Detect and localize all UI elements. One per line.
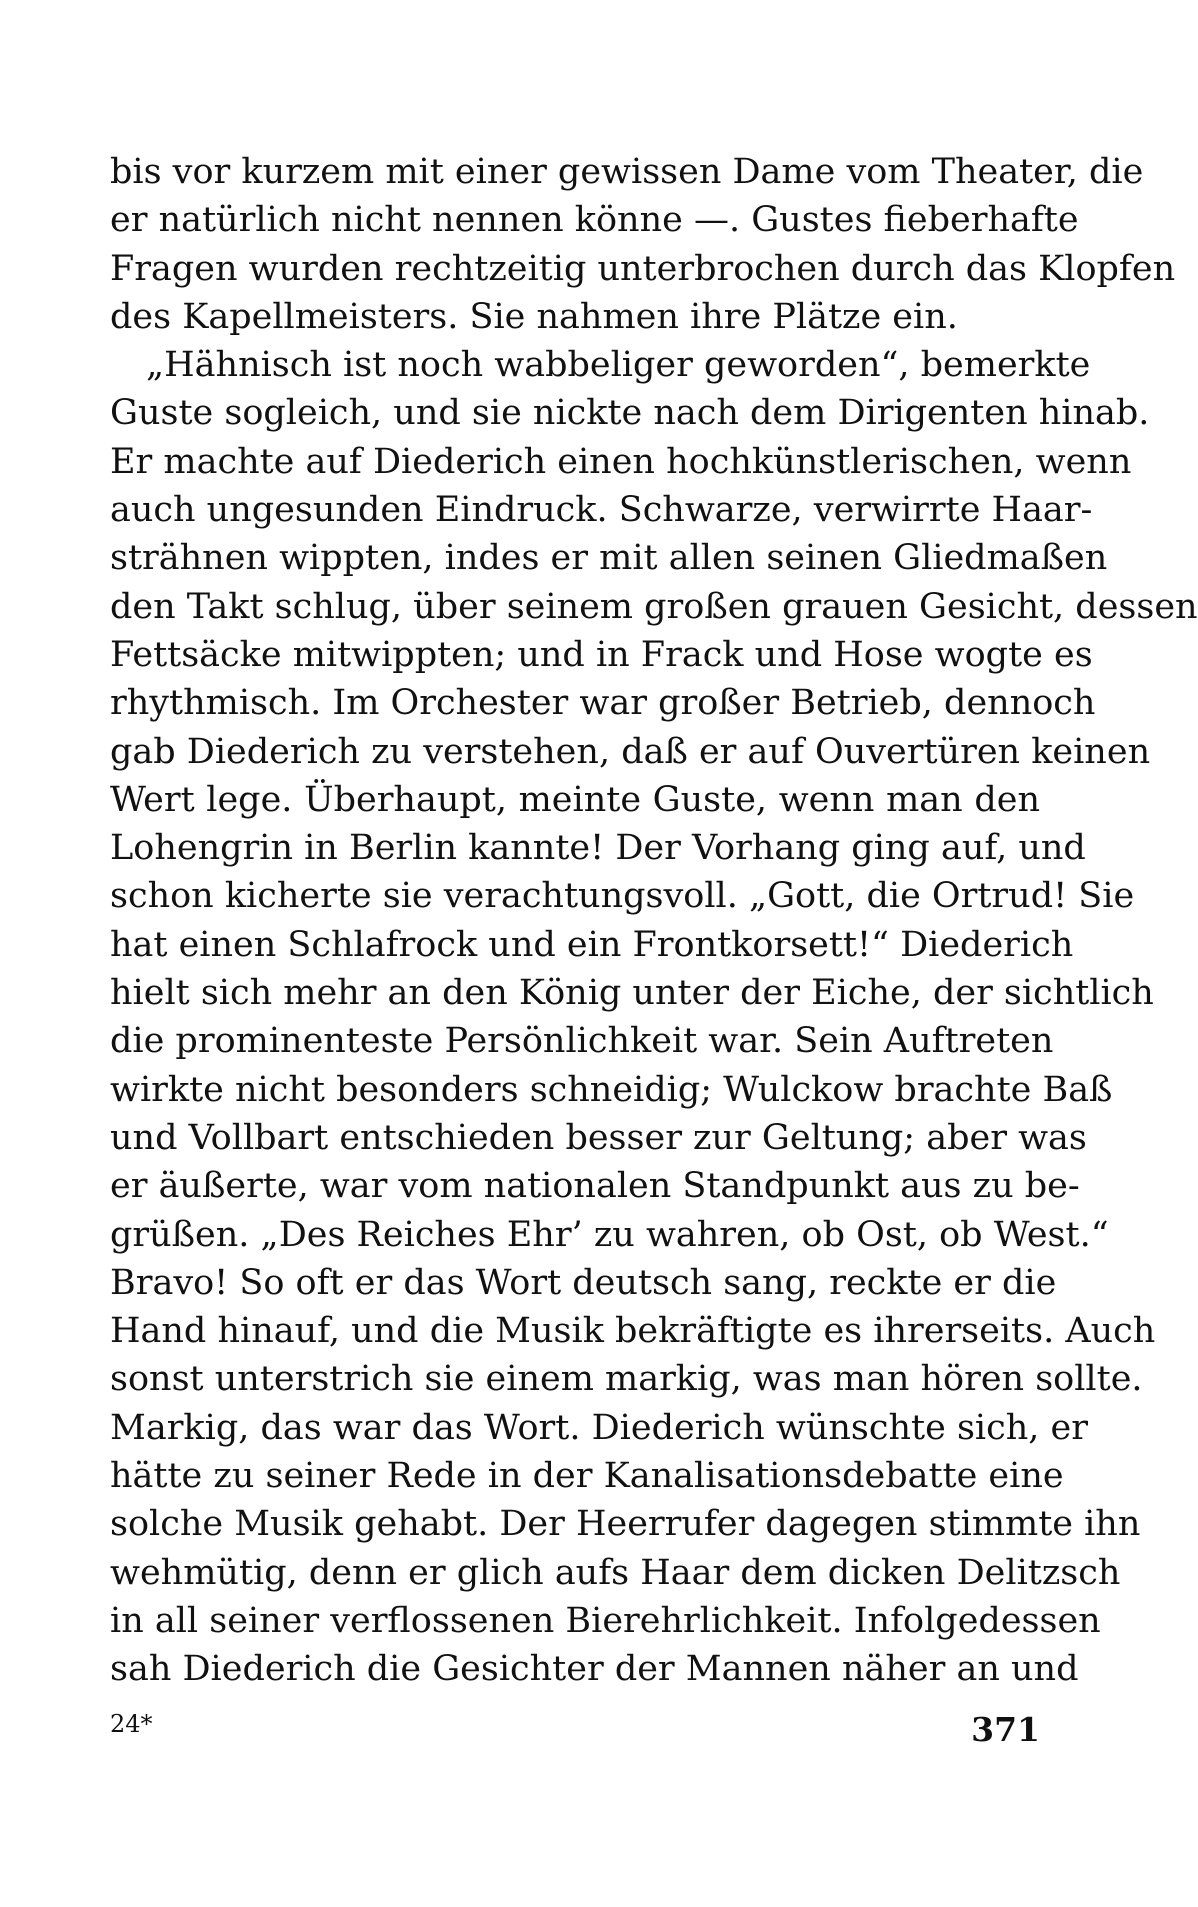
page-number: 371: [971, 1710, 1040, 1749]
text-line: Bravo! So oft er das Wort deutsch sang, reckte er die: [110, 1262, 1057, 1303]
text-line: die prominenteste Persönlichkeit war. Sein Auftreten: [110, 1021, 1054, 1062]
text-line: und Vollbart entschieden besser zur Geltung; aber was: [110, 1117, 1087, 1158]
text-line: des Kapellmeisters. Sie nahmen ihre Plätze ein.: [110, 296, 958, 337]
text-line: wehmütig, denn er glich aufs Haar dem dicken Delitzsch: [110, 1552, 1121, 1593]
text-line: Lohengrin in Berlin kannte! Der Vorhang ging auf, und: [110, 828, 1086, 869]
text-line: in all seiner verflossenen Bierehrlichkeit. Infolgedessen: [110, 1600, 1101, 1641]
text-line: hätte zu seiner Rede in der Kanalisationsdebatte eine: [110, 1456, 1064, 1497]
text-line: er äußerte, war vom nationalen Standpunkt aus zu be-: [110, 1166, 1080, 1207]
text-line: hat einen Schlafrock und ein Frontkorsett!“ Diederich: [110, 924, 1074, 965]
text-line: sah Diederich die Gesichter der Mannen näher an und: [110, 1649, 1079, 1690]
text-line: Wert lege. Überhaupt, meinte Guste, wenn man den: [110, 779, 1040, 820]
text-line: hielt sich mehr an den König unter der Eiche, der sichtlich: [110, 973, 1154, 1014]
text-line: wirkte nicht besonders schneidig; Wulckow brachte Baß: [110, 1069, 1113, 1110]
text-line: Guste sogleich, und sie nickte nach dem Dirigenten hinab.: [110, 393, 1150, 434]
text-line: Fettsäcke mitwippten; und in Frack und Hose wogte es: [110, 634, 1093, 675]
text-line: gab Diederich zu verstehen, daß er auf Ouvertüren keinen: [110, 731, 1151, 772]
text-line: rhythmisch. Im Orchester war großer Betrieb, dennoch: [110, 683, 1096, 724]
text-line: Hand hinauf, und die Musik bekräftigte es ihrerseits. Auch: [110, 1311, 1156, 1352]
text-line: Fragen wurden rechtzeitig unterbrochen durch das Klopfen: [110, 248, 1176, 289]
text-line: bis vor kurzem mit einer gewissen Dame vom Theater, die: [110, 152, 1144, 192]
text-line: solche Musik gehabt. Der Heerrufer dagegen stimmte ihn: [110, 1504, 1141, 1545]
text-line: „Hähnisch ist noch wabbeliger geworden“, bemerkte: [146, 345, 1091, 386]
body-text: [110, 148, 1198, 1694]
text-line: sonst unterstrich sie einem markig, was man hören sollte.: [110, 1359, 1143, 1400]
text-line: Markig, das war das Wort. Diederich wünschte sich, er: [110, 1407, 1088, 1448]
page-footer: [110, 1710, 1040, 1760]
text-line: er natürlich nicht nennen könne —. Gustes fieberhafte: [110, 200, 1079, 241]
text-line: den Takt schlug, über seinem großen grauen Gesicht, dessen: [110, 586, 1198, 627]
text-line: grüßen. „Des Reiches Ehr’ zu wahren, ob Ost, ob West.“: [110, 1214, 1109, 1255]
text-line: Er machte auf Diederich einen hochkünstlerischen, wenn: [110, 441, 1132, 482]
text-line: schon kicherte sie verachtungsvoll. „Gott, die Ortrud! Sie: [110, 876, 1135, 917]
text-line: strähnen wippten, indes er mit allen seinen Gliedmaßen: [110, 538, 1108, 579]
text-line: auch ungesunden Eindruck. Schwarze, verwirrte Haar-: [110, 490, 1093, 531]
signature-mark: 24*: [110, 1710, 153, 1738]
